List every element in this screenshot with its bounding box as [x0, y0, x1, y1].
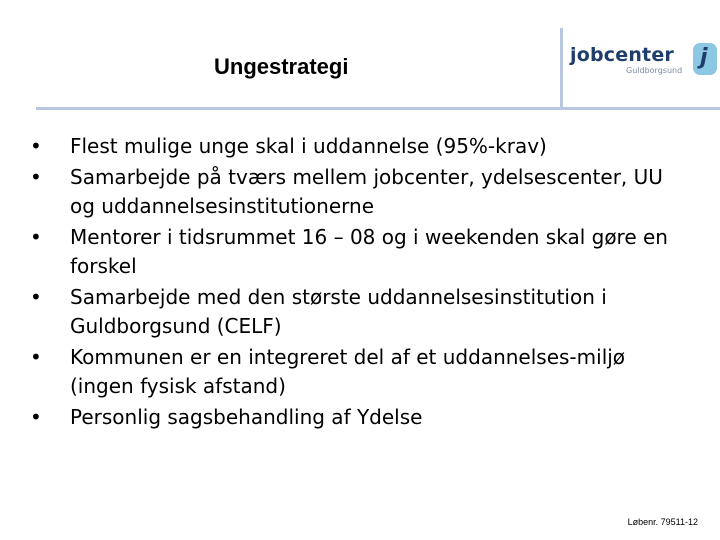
bullet-icon: •	[30, 285, 42, 309]
bullet-icon: •	[30, 165, 42, 189]
bullet-icon: •	[30, 345, 42, 369]
slide-footer-number: Løbenr. 79511-12	[627, 517, 698, 527]
logo-badge-icon	[693, 43, 717, 75]
bullet-text: Personlig sagsbehandling af Ydelse	[70, 405, 423, 429]
list-item	[30, 132, 690, 161]
logo-wordmark: jobcenter	[570, 44, 674, 66]
bullet-text: Samarbejde med den største uddannelsesinstitution i Guldborgsund (CELF)	[70, 285, 607, 338]
jobcenter-logo	[568, 40, 718, 82]
slide-title: Ungestrategi	[214, 54, 349, 79]
bullet-text: Kommunen er en integreret del af et uddannelses-miljø (ingen fysisk afstand)	[70, 345, 626, 398]
bullet-icon: •	[30, 405, 42, 429]
logo-subtitle: Guldborgsund	[626, 66, 683, 75]
logo-badge-letter: j	[700, 45, 708, 70]
list-item	[30, 403, 690, 432]
bullet-text: Mentorer i tidsrummet 16 – 08 og i weekenden skal gøre en forskel	[70, 225, 668, 278]
bullet-text: Samarbejde på tværs mellem jobcenter, ydelsescenter, UU og uddannelsesinstitutionerne	[70, 165, 663, 218]
list-item	[30, 223, 690, 281]
bullet-list	[30, 132, 690, 434]
list-item	[30, 343, 690, 401]
horizontal-divider	[36, 107, 720, 110]
bullet-icon: •	[30, 134, 42, 158]
list-item	[30, 283, 690, 341]
list-item	[30, 163, 690, 221]
bullet-icon: •	[30, 225, 42, 249]
bullet-text: Flest mulige unge skal i uddannelse (95%-krav)	[70, 134, 547, 158]
vertical-divider	[560, 28, 563, 108]
